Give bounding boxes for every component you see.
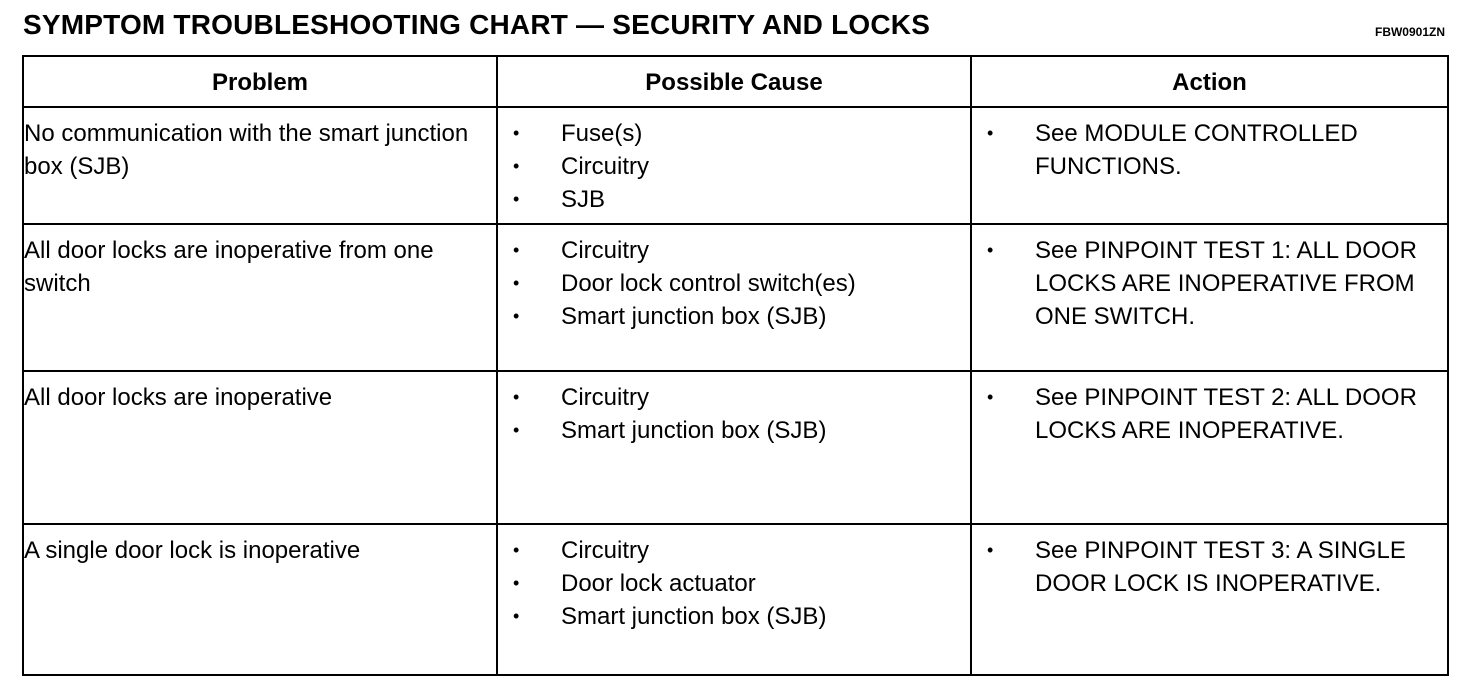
cause-item: [498, 183, 970, 216]
problem-cell: No communication with the smart junction box (SJB): [23, 107, 497, 224]
cause-item: [498, 117, 970, 150]
bullet-icon: •: [513, 573, 520, 593]
table-row: [23, 524, 1448, 675]
bullet-icon: •: [513, 189, 520, 209]
table-row: [23, 107, 1448, 224]
cause-cell: [497, 107, 971, 224]
column-header-possible-cause: Possible Cause: [497, 56, 971, 107]
action-list: [972, 234, 1447, 333]
cause-item: [498, 567, 970, 600]
cause-list: [498, 117, 970, 216]
bullet-icon: •: [987, 540, 994, 560]
cause-item: [498, 300, 970, 333]
bullet-icon: •: [987, 240, 994, 260]
cause-text: Smart junction box (SJB): [561, 603, 827, 630]
problem-cell: All door locks are inoperative from one switch: [23, 224, 497, 371]
cause-text: Smart junction box (SJB): [561, 417, 827, 444]
cause-text: Door lock actuator: [561, 570, 756, 597]
bullet-icon: •: [513, 240, 520, 260]
cause-cell: [497, 371, 971, 524]
table-header-row: [23, 56, 1448, 107]
bullet-icon: •: [987, 123, 994, 143]
cause-text: Smart junction box (SJB): [561, 303, 827, 330]
bullet-icon: •: [513, 156, 520, 176]
problem-cell: All door locks are inoperative: [23, 371, 497, 524]
cause-text: Circuitry: [561, 237, 649, 264]
cause-cell: [497, 524, 971, 675]
cause-item: [498, 267, 970, 300]
action-list: [972, 381, 1447, 447]
cause-list: [498, 534, 970, 633]
cause-text: Door lock control switch(es): [561, 270, 856, 297]
bullet-icon: •: [513, 123, 520, 143]
bullet-icon: •: [513, 606, 520, 626]
cause-text: Fuse(s): [561, 120, 643, 147]
bullet-icon: •: [513, 540, 520, 560]
troubleshooting-table: [22, 55, 1449, 676]
action-item: [972, 117, 1447, 183]
problem-cell: A single door lock is inoperative: [23, 524, 497, 675]
bullet-icon: •: [987, 387, 994, 407]
cause-text: Circuitry: [561, 384, 649, 411]
cause-item: [498, 150, 970, 183]
cause-item: [498, 234, 970, 267]
action-text: See PINPOINT TEST 3: A SINGLE DOOR LOCK IS INOPERATIVE.: [1035, 537, 1406, 597]
cause-text: Circuitry: [561, 537, 649, 564]
action-list: [972, 534, 1447, 600]
cause-cell: [497, 224, 971, 371]
bullet-icon: •: [513, 273, 520, 293]
bullet-icon: •: [513, 306, 520, 326]
table-row: [23, 224, 1448, 371]
cause-list: [498, 381, 970, 447]
action-cell: [971, 224, 1448, 371]
bullet-icon: •: [513, 420, 520, 440]
action-cell: [971, 371, 1448, 524]
table-row: [23, 371, 1448, 524]
cause-item: [498, 534, 970, 567]
action-item: [972, 234, 1447, 333]
action-item: [972, 534, 1447, 600]
action-list: [972, 117, 1447, 183]
action-text: See MODULE CONTROLLED FUNCTIONS.: [1035, 120, 1358, 180]
cause-item: [498, 381, 970, 414]
cause-list: [498, 234, 970, 333]
bullet-icon: •: [513, 387, 520, 407]
action-text: See PINPOINT TEST 2: ALL DOOR LOCKS ARE INOPERATIVE.: [1035, 384, 1417, 444]
cause-item: [498, 414, 970, 447]
cause-text: Circuitry: [561, 153, 649, 180]
action-cell: [971, 107, 1448, 224]
column-header-problem: Problem: [23, 56, 497, 107]
action-cell: [971, 524, 1448, 675]
action-text: See PINPOINT TEST 1: ALL DOOR LOCKS ARE INOPERATIVE FROM ONE SWITCH.: [1035, 237, 1417, 330]
figure-code: FBW0901ZN: [1374, 25, 1445, 39]
cause-item: [498, 600, 970, 633]
page-title: SYMPTOM TROUBLESHOOTING CHART — SECURITY AND LOCKS: [23, 9, 931, 40]
column-header-action: Action: [971, 56, 1448, 107]
cause-text: SJB: [561, 186, 606, 213]
action-item: [972, 381, 1447, 447]
